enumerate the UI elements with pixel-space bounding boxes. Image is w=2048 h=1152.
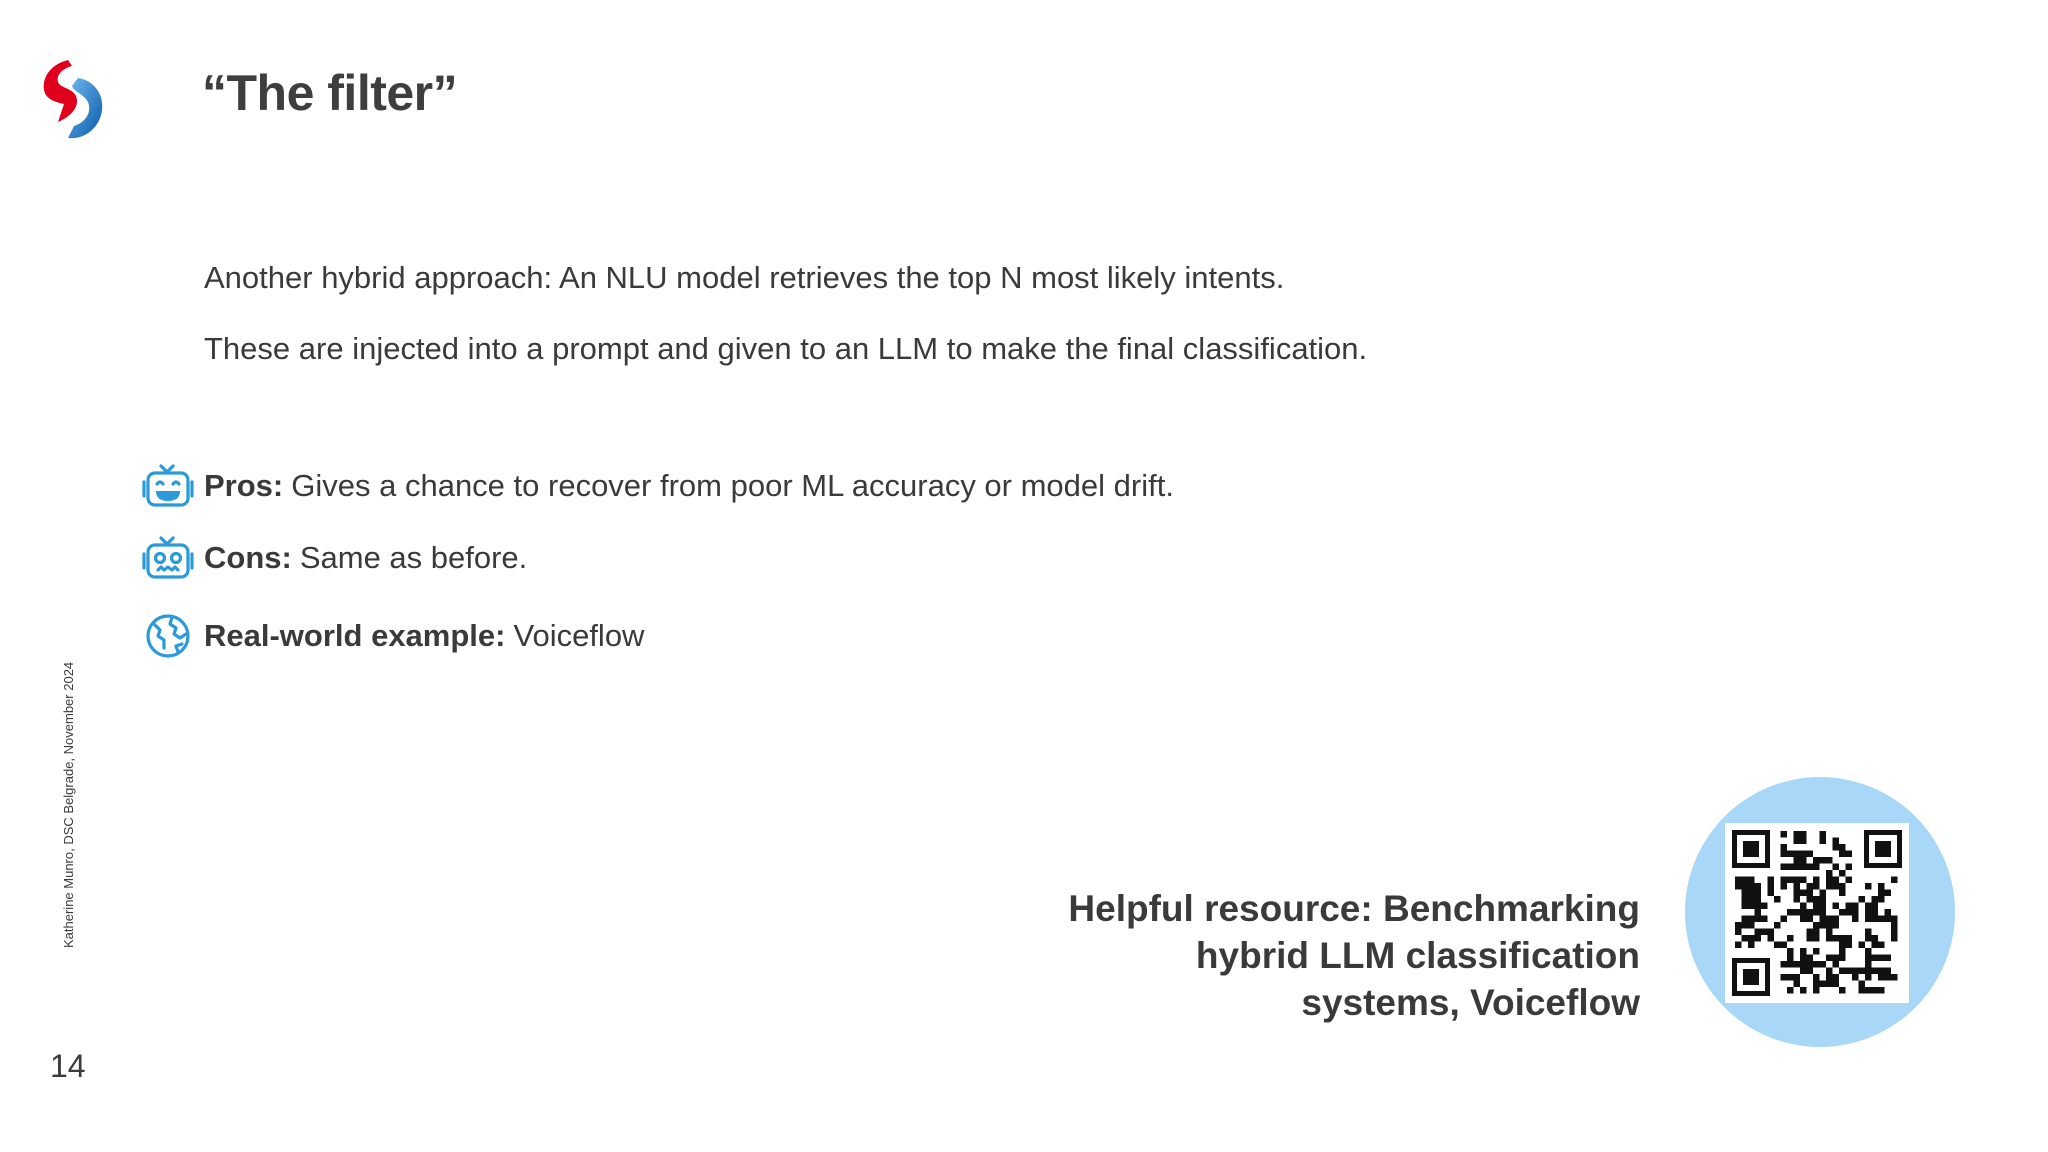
- qr-module: [1865, 961, 1872, 968]
- qr-module: [1787, 987, 1794, 994]
- pros-label: Pros:: [204, 468, 284, 503]
- qr-module: [1755, 896, 1762, 903]
- qr-module: [1859, 981, 1866, 988]
- qr-module: [1820, 916, 1827, 923]
- qr-module: [1807, 929, 1814, 936]
- qr-module: [1748, 877, 1755, 884]
- qr-module: [1807, 935, 1814, 942]
- cons-label: Cons:: [204, 540, 292, 575]
- qr-module: [1839, 948, 1846, 955]
- qr-module: [1833, 838, 1840, 845]
- qr-module: [1807, 864, 1814, 871]
- qr-module: [1742, 877, 1749, 884]
- qr-module: [1865, 903, 1872, 910]
- qr-module: [1787, 909, 1794, 916]
- qr-module: [1787, 864, 1794, 871]
- qr-module: [1839, 942, 1846, 949]
- qr-module: [1807, 890, 1814, 897]
- qr-module: [1833, 844, 1840, 851]
- qr-module: [1826, 922, 1833, 929]
- qr-module: [1787, 877, 1794, 884]
- qr-module: [1761, 916, 1768, 923]
- qr-module: [1794, 909, 1801, 916]
- qr-module: [1748, 903, 1755, 910]
- qr-module: [1748, 883, 1755, 890]
- qr-module: [1859, 987, 1866, 994]
- qr-module: [1852, 968, 1859, 975]
- qr-module: [1833, 883, 1840, 890]
- qr-module: [1742, 896, 1749, 903]
- qr-module: [1878, 987, 1885, 994]
- qr-module: [1800, 864, 1807, 871]
- qr-module: [1807, 851, 1814, 858]
- qr-module: [1794, 838, 1801, 845]
- qr-module: [1748, 890, 1755, 897]
- qr-module: [1781, 864, 1788, 871]
- qr-module: [1807, 961, 1814, 968]
- qr-module: [1755, 903, 1762, 910]
- qr-module: [1826, 870, 1833, 877]
- qr-module: [1865, 955, 1872, 962]
- qr-module: [1813, 935, 1820, 942]
- qr-module: [1846, 968, 1853, 975]
- qr-module: [1852, 903, 1859, 910]
- qr-module: [1813, 961, 1820, 968]
- qr-module: [1755, 883, 1762, 890]
- brand-logo: [38, 56, 108, 142]
- qr-module: [1813, 987, 1820, 994]
- qr-module: [1878, 890, 1885, 897]
- qr-module: [1735, 883, 1742, 890]
- qr-module: [1846, 909, 1853, 916]
- qr-module: [1820, 922, 1827, 929]
- qr-module: [1839, 968, 1846, 975]
- qr-module: [1865, 909, 1872, 916]
- pros-bullet: [140, 458, 1174, 514]
- qr-module: [1820, 896, 1827, 903]
- qr-module: [1781, 942, 1788, 949]
- page-title: “The filter”: [202, 65, 458, 121]
- cons-bullet: [140, 530, 527, 586]
- qr-module: [1820, 831, 1827, 838]
- qr-module: [1800, 916, 1807, 923]
- qr-module: [1813, 896, 1820, 903]
- qr-module: [1833, 864, 1840, 871]
- qr-module: [1781, 961, 1788, 968]
- qr-module: [1787, 974, 1794, 981]
- qr-module: [1872, 909, 1879, 916]
- qr-module: [1748, 942, 1755, 949]
- intro-paragraph-1: Another hybrid approach: An NLU model retrieves the top N most likely intents.: [204, 260, 1285, 295]
- qr-module: [1846, 935, 1853, 942]
- qr-module: [1813, 981, 1820, 988]
- qr-module: [1735, 922, 1742, 929]
- qr-module: [1833, 935, 1840, 942]
- resource-line-1: Helpful resource: Benchmarking: [1068, 888, 1640, 929]
- qr-module: [1800, 877, 1807, 884]
- qr-module: [1833, 916, 1840, 923]
- qr-module: [1800, 831, 1807, 838]
- qr-module: [1813, 922, 1820, 929]
- qr-module: [1735, 877, 1742, 884]
- qr-module: [1891, 916, 1898, 923]
- qr-module: [1742, 916, 1749, 923]
- qr-module: [1774, 942, 1781, 949]
- qr-module: [1794, 864, 1801, 871]
- qr-module: [1833, 981, 1840, 988]
- qr-module: [1820, 857, 1827, 864]
- qr-module: [1781, 916, 1788, 923]
- qr-module: [1807, 883, 1814, 890]
- qr-module: [1846, 851, 1853, 858]
- qr-module: [1755, 890, 1762, 897]
- qr-module: [1891, 935, 1898, 942]
- qr-module: [1826, 916, 1833, 923]
- qr-module: [1826, 935, 1833, 942]
- qr-module: [1820, 890, 1827, 897]
- qr-module: [1891, 974, 1898, 981]
- qr-module: [1839, 987, 1846, 994]
- qr-module: [1742, 922, 1749, 929]
- qr-module: [1755, 935, 1762, 942]
- qr-module: [1813, 883, 1820, 890]
- qr-module: [1878, 916, 1885, 923]
- qr-module: [1774, 896, 1781, 903]
- qr-module: [1826, 883, 1833, 890]
- qr-code-circle[interactable]: [1685, 777, 1955, 1047]
- qr-module: [1800, 903, 1807, 910]
- qr-module: [1787, 935, 1794, 942]
- qr-module: [1833, 903, 1840, 910]
- example-text: Voiceflow: [513, 618, 645, 653]
- qr-module: [1833, 955, 1840, 962]
- qr-module: [1833, 877, 1840, 884]
- qr-module: [1794, 857, 1801, 864]
- qr-module: [1800, 948, 1807, 955]
- qr-module: [1742, 935, 1749, 942]
- example-label: Real-world example:: [204, 618, 506, 653]
- qr-module: [1878, 955, 1885, 962]
- qr-module: [1735, 942, 1742, 949]
- qr-module: [1865, 987, 1872, 994]
- qr-module: [1800, 955, 1807, 962]
- qr-module: [1800, 909, 1807, 916]
- qr-module: [1781, 883, 1788, 890]
- helpful-resource: [1000, 885, 1640, 1026]
- qr-module: [1800, 857, 1807, 864]
- qr-module: [1748, 896, 1755, 903]
- qr-module: [1820, 903, 1827, 910]
- globe-icon: [140, 608, 196, 664]
- qr-module: [1807, 955, 1814, 962]
- qr-module: [1872, 942, 1879, 949]
- pros-text: Gives a chance to recover from poor ML accuracy or model drift.: [291, 468, 1174, 503]
- qr-module: [1794, 974, 1801, 981]
- qr-module: [1794, 890, 1801, 897]
- qr-module: [1865, 929, 1872, 936]
- qr-module: [1865, 948, 1872, 955]
- qr-module: [1787, 955, 1794, 962]
- qr-module: [1846, 877, 1853, 884]
- qr-module: [1800, 968, 1807, 975]
- qr-module: [1781, 974, 1788, 981]
- qr-module: [1872, 903, 1879, 910]
- qr-module: [1755, 916, 1762, 923]
- qr-module: [1768, 883, 1775, 890]
- qr-module: [1885, 974, 1892, 981]
- qr-module: [1872, 968, 1879, 975]
- qr-module: [1826, 974, 1833, 981]
- qr-module: [1794, 981, 1801, 988]
- qr-module: [1833, 974, 1840, 981]
- qr-module: [1846, 942, 1853, 949]
- qr-module: [1794, 961, 1801, 968]
- intro-paragraph-2: These are injected into a prompt and given to an LLM to make the final classification.: [204, 331, 1368, 366]
- footer-credit: Katherine Munro, DSC Belgrade, November 2024: [61, 661, 76, 948]
- qr-module: [1826, 981, 1833, 988]
- qr-module: [1878, 883, 1885, 890]
- qr-module: [1846, 864, 1853, 871]
- qr-module: [1742, 903, 1749, 910]
- qr-module: [1865, 935, 1872, 942]
- qr-module: [1794, 896, 1801, 903]
- resource-line-3: systems, Voiceflow: [1301, 982, 1640, 1023]
- qr-module: [1833, 922, 1840, 929]
- qr-module: [1885, 955, 1892, 962]
- qr-module: [1833, 961, 1840, 968]
- page-number: 14: [50, 1048, 86, 1084]
- qr-module: [1865, 968, 1872, 975]
- qr-module: [1787, 961, 1794, 968]
- qr-module: [1872, 987, 1879, 994]
- qr-module: [1748, 935, 1755, 942]
- qr-module: [1865, 916, 1872, 923]
- qr-module: [1878, 968, 1885, 975]
- qr-module: [1768, 929, 1775, 936]
- qr-module: [1826, 968, 1833, 975]
- qr-module: [1813, 903, 1820, 910]
- qr-module: [1813, 929, 1820, 936]
- cons-text: Same as before.: [299, 540, 528, 575]
- qr-module: [1885, 968, 1892, 975]
- qr-module: [1813, 948, 1820, 955]
- qr-module: [1755, 909, 1762, 916]
- qr-module: [1826, 955, 1833, 962]
- qr-module: [1826, 857, 1833, 864]
- qr-module: [1820, 981, 1827, 988]
- qr-module: [1768, 935, 1775, 942]
- qr-module: [1839, 890, 1846, 897]
- qr-module: [1807, 916, 1814, 923]
- qr-module: [1781, 831, 1788, 838]
- qr-module: [1813, 909, 1820, 916]
- qr-module: [1885, 916, 1892, 923]
- qr-module: [1878, 896, 1885, 903]
- qr-module: [1826, 877, 1833, 884]
- qr-module: [1781, 844, 1788, 851]
- qr-module: [1865, 974, 1872, 981]
- qr-module: [1820, 909, 1827, 916]
- qr-module: [1839, 844, 1846, 851]
- example-bullet: [140, 608, 644, 664]
- qr-module: [1735, 929, 1742, 936]
- resource-line-2: hybrid LLM classification: [1195, 935, 1640, 976]
- qr-module: [1839, 935, 1846, 942]
- qr-module: [1885, 890, 1892, 897]
- qr-module: [1872, 916, 1879, 923]
- qr-module: [1852, 916, 1859, 923]
- qr-module: [1742, 883, 1749, 890]
- happy-robot-icon: [140, 458, 196, 514]
- qr-module: [1761, 929, 1768, 936]
- qr-module: [1781, 851, 1788, 858]
- qr-module: [1774, 922, 1781, 929]
- qr-module: [1865, 883, 1872, 890]
- qr-module: [1852, 974, 1859, 981]
- qr-module: [1748, 922, 1755, 929]
- qr-module: [1800, 851, 1807, 858]
- qr-module: [1846, 903, 1853, 910]
- qr-module: [1794, 831, 1801, 838]
- qr-module: [1768, 877, 1775, 884]
- qr-module: [1878, 942, 1885, 949]
- qr-module: [1794, 883, 1801, 890]
- qr-module: [1813, 857, 1820, 864]
- qr-module: [1891, 877, 1898, 884]
- qr-module: [1787, 851, 1794, 858]
- qr-module: [1872, 955, 1879, 962]
- qr-module: [1794, 877, 1801, 884]
- qr-module: [1859, 968, 1866, 975]
- qr-module: [1859, 942, 1866, 949]
- qr-module: [1872, 935, 1879, 942]
- qr-module: [1859, 896, 1866, 903]
- qr-module: [1755, 929, 1762, 936]
- qr-module: [1839, 883, 1846, 890]
- qr-module: [1800, 890, 1807, 897]
- qr-module: [1839, 909, 1846, 916]
- qr-module: [1820, 961, 1827, 968]
- qr-module: [1800, 961, 1807, 968]
- qr-module: [1813, 877, 1820, 884]
- qr-module: [1891, 929, 1898, 936]
- qr-module: [1794, 851, 1801, 858]
- qr-module: [1872, 896, 1879, 903]
- qr-module: [1748, 916, 1755, 923]
- qr-module: [1813, 864, 1820, 871]
- qr-module: [1813, 974, 1820, 981]
- qr-module: [1742, 890, 1749, 897]
- qr-module: [1787, 948, 1794, 955]
- qr-module: [1768, 890, 1775, 897]
- qr-module: [1820, 838, 1827, 845]
- qr-module: [1839, 955, 1846, 962]
- qr-module: [1800, 838, 1807, 845]
- qr-module: [1800, 987, 1807, 994]
- qr-module: [1839, 870, 1846, 877]
- qr-module: [1891, 922, 1898, 929]
- qr-module: [1852, 909, 1859, 916]
- qr-module: [1781, 877, 1788, 884]
- qr-module: [1885, 909, 1892, 916]
- qr-module: [1807, 909, 1814, 916]
- qr-module: [1807, 896, 1814, 903]
- qr-module: [1878, 974, 1885, 981]
- qr-module: [1826, 929, 1833, 936]
- qr-module: [1807, 968, 1814, 975]
- qr-module: [1839, 851, 1846, 858]
- qr-code[interactable]: [1725, 823, 1909, 1003]
- worried-robot-icon: [140, 530, 196, 586]
- qr-module: [1761, 903, 1768, 910]
